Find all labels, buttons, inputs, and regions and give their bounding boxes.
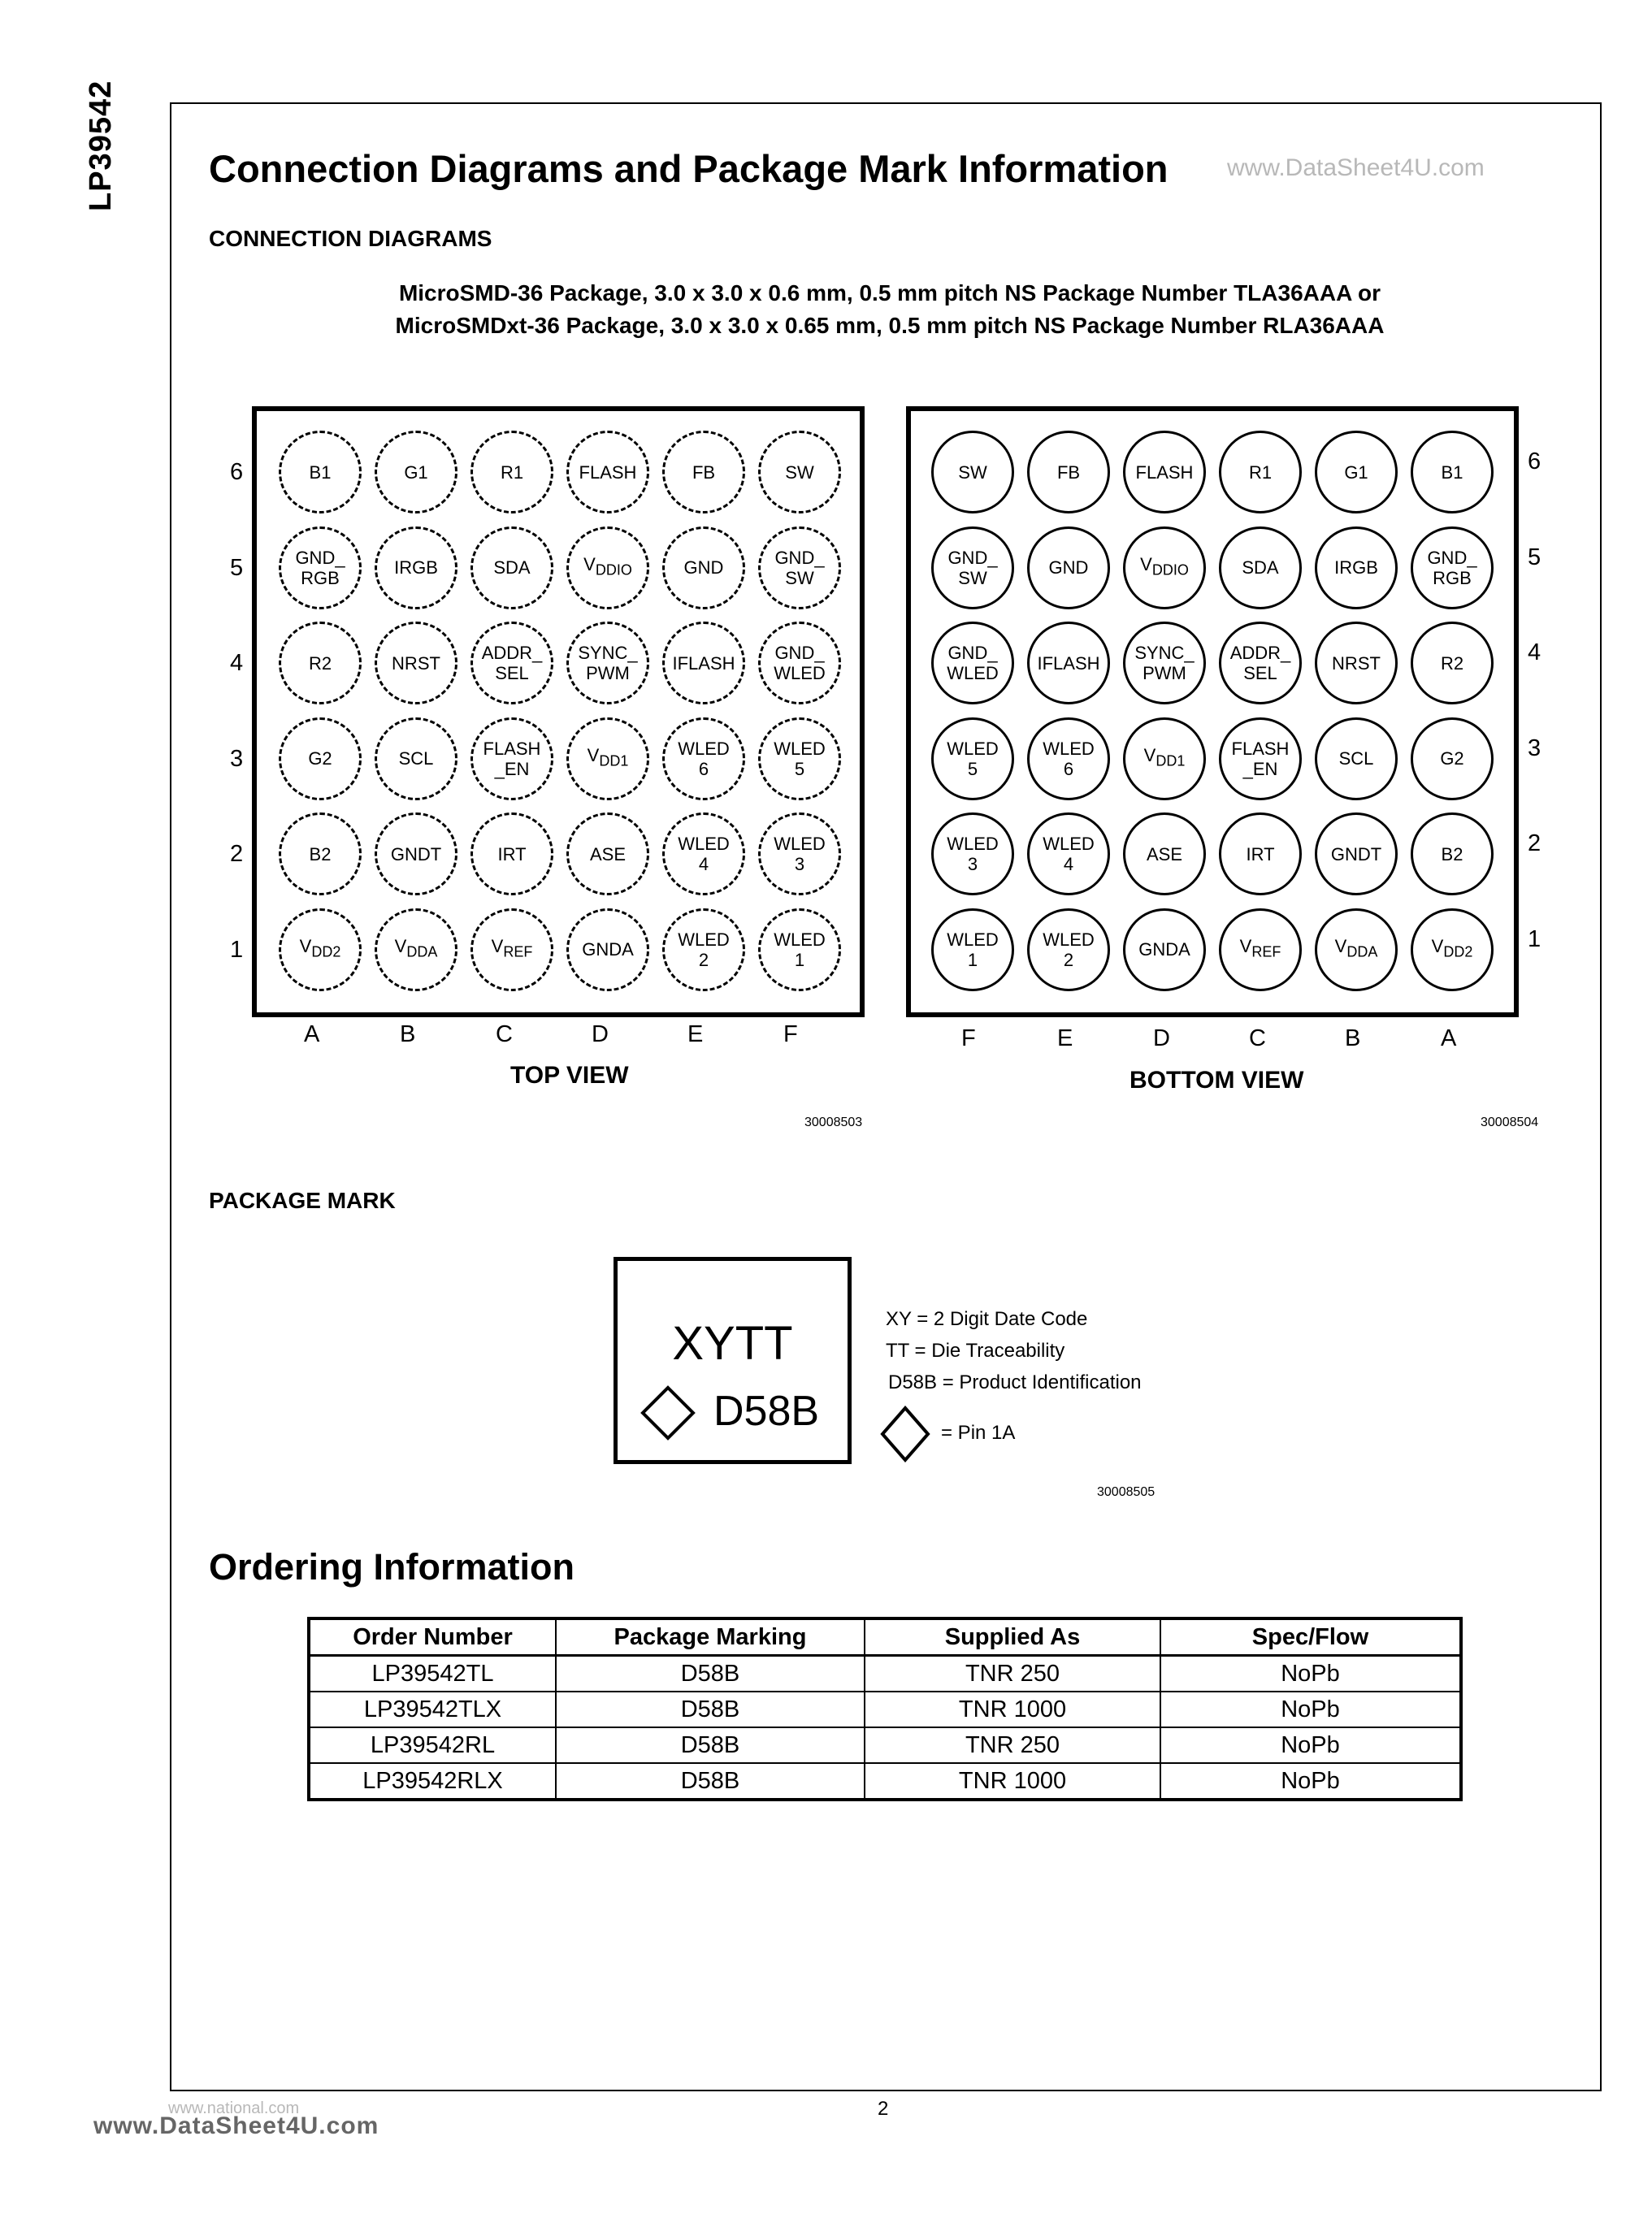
pin-label: IFLASH bbox=[672, 652, 735, 674]
pin-label: 3 bbox=[794, 854, 805, 874]
pin-label: RGB bbox=[301, 567, 340, 588]
pin-label: WLED bbox=[774, 834, 826, 854]
top_view-pin bbox=[470, 812, 553, 895]
top_view-pin bbox=[758, 908, 841, 991]
top_view-pin bbox=[662, 908, 745, 991]
top_view-pin bbox=[662, 812, 745, 895]
cell-package-marking: D58B bbox=[556, 1763, 865, 1800]
bottom_view-column-label: A bbox=[1441, 1025, 1457, 1051]
bottom_view-pin bbox=[931, 812, 1014, 895]
top_view-pin bbox=[566, 431, 649, 513]
pin-label: FLASH bbox=[1135, 461, 1194, 483]
top_view-column-label: A bbox=[304, 1021, 320, 1047]
pin-label: SCL bbox=[398, 748, 434, 769]
table-header-row bbox=[309, 1618, 1461, 1656]
pin-label: 1 bbox=[794, 949, 805, 970]
pin-label: WLED bbox=[678, 929, 730, 950]
pin-label: FLASH bbox=[483, 738, 541, 759]
bottom_view-column-label: F bbox=[961, 1025, 976, 1051]
table-row bbox=[309, 1656, 1461, 1692]
footer-watermark: www.DataSheet4U.com bbox=[93, 2112, 379, 2139]
bottom_view-pin bbox=[1219, 622, 1302, 704]
bottom_view-column-label: E bbox=[1057, 1025, 1073, 1051]
bottom_view-row-label: 4 bbox=[1528, 639, 1541, 665]
footer-site: www.national.com bbox=[168, 2099, 300, 2117]
top_view-pin bbox=[758, 812, 841, 895]
top_view-pin bbox=[662, 717, 745, 800]
pin-label: WLED bbox=[774, 929, 826, 950]
pin-label: GND bbox=[1048, 557, 1089, 578]
bottom_view-pin bbox=[1411, 622, 1494, 704]
col-spec-flow: Spec/Flow bbox=[1160, 1618, 1461, 1656]
top_view-column-label: C bbox=[496, 1021, 513, 1047]
cell-supplied-as: TNR 250 bbox=[865, 1727, 1160, 1763]
pin-label: IRGB bbox=[1334, 557, 1378, 578]
pin-label: FLASH bbox=[1231, 738, 1290, 759]
pin-label: WLED bbox=[774, 663, 826, 683]
cell-order-number: LP39542RLX bbox=[309, 1763, 556, 1800]
pin-label: WLED bbox=[947, 929, 999, 950]
bottom_view-pin bbox=[1219, 908, 1302, 991]
bottom_view-pin bbox=[1027, 526, 1110, 609]
pin-label: GND_ bbox=[947, 643, 998, 663]
bottom_view-pin bbox=[1123, 431, 1206, 513]
pin-label: ADDR_ bbox=[481, 643, 543, 663]
cell-supplied-as: TNR 1000 bbox=[865, 1692, 1160, 1727]
pin-label: $V_{REF}$ bbox=[491, 936, 533, 960]
part-number-side-label: LP39542 bbox=[84, 80, 118, 211]
cell-package-marking: D58B bbox=[556, 1656, 865, 1692]
pin-label: WLED bbox=[678, 738, 730, 759]
pin-label: ASE bbox=[1146, 843, 1183, 864]
pin-label: IRGB bbox=[394, 557, 438, 578]
top_view-row-label: 4 bbox=[230, 650, 244, 676]
top-view-figure-number: 30008503 bbox=[804, 1116, 863, 1129]
bottom_view-pin bbox=[1123, 908, 1206, 991]
table-row bbox=[309, 1727, 1461, 1763]
bottom_view-pin bbox=[1315, 908, 1398, 991]
cell-package-marking: D58B bbox=[556, 1727, 865, 1763]
pin-label: WLED bbox=[1043, 834, 1095, 854]
bottom_view-pin bbox=[1027, 622, 1110, 704]
pin-label: ASE bbox=[589, 843, 627, 864]
cell-supplied-as: TNR 1000 bbox=[865, 1763, 1160, 1800]
bottom_view-row-label: 5 bbox=[1528, 544, 1541, 570]
pin-label: B2 bbox=[309, 843, 332, 864]
bottom_view-pin bbox=[1027, 431, 1110, 513]
top_view-column-label: E bbox=[687, 1021, 704, 1047]
section-title: Connection Diagrams and Package Mark Information bbox=[209, 147, 1169, 190]
cell-spec-flow: NoPb bbox=[1160, 1656, 1461, 1692]
bottom_view-pin bbox=[931, 717, 1014, 800]
pin-label: 4 bbox=[1063, 854, 1074, 874]
pin-label: FLASH bbox=[579, 461, 637, 483]
top_view-pin bbox=[470, 431, 553, 513]
col-order-number: Order Number bbox=[309, 1618, 556, 1656]
pin-label: GNDT bbox=[390, 843, 442, 864]
cell-package-marking: D58B bbox=[556, 1692, 865, 1727]
bottom_view-pin bbox=[931, 622, 1014, 704]
bottom_view-pin bbox=[931, 526, 1014, 609]
bottom_view-pin bbox=[1315, 526, 1398, 609]
pin-label: SEL bbox=[1243, 663, 1277, 683]
pin-label: B1 bbox=[309, 461, 332, 483]
bottom_view-row-label: 6 bbox=[1528, 448, 1541, 474]
top_view-pin bbox=[566, 622, 649, 704]
bottom_view-column-label: D bbox=[1153, 1025, 1170, 1051]
top_view-column-label: B bbox=[400, 1021, 416, 1047]
cell-spec-flow: NoPb bbox=[1160, 1727, 1461, 1763]
pin-label: R2 bbox=[308, 652, 332, 674]
package-mark-box bbox=[614, 1257, 852, 1464]
pin-label: $V_{DDIO}$ bbox=[583, 554, 632, 578]
table-row bbox=[309, 1692, 1461, 1727]
cell-order-number: LP39542TLX bbox=[309, 1692, 556, 1727]
bottom_view-pin bbox=[1411, 908, 1494, 991]
package-caption-line1: MicroSMD-36 Package, 3.0 x 3.0 x 0.6 mm, 0.5 mm pitch NS Package Number TLA36AAA or bbox=[398, 280, 1381, 305]
pin-label: GND_ bbox=[947, 547, 998, 568]
mark-figure-number: 30008505 bbox=[1097, 1485, 1156, 1499]
bottom_view-pin bbox=[1315, 717, 1398, 800]
bottom_view-pin bbox=[1411, 717, 1494, 800]
top_view-row-label: 3 bbox=[230, 745, 244, 772]
pin-label: $V_{DD2}$ bbox=[1431, 936, 1473, 960]
pin-label: $V_{DDA}$ bbox=[394, 936, 438, 960]
bottom_view-pin bbox=[931, 431, 1014, 513]
bottom_view-pin bbox=[1219, 812, 1302, 895]
watermark-top: www.DataSheet4U.com bbox=[1227, 154, 1485, 181]
bottom_view-pin bbox=[1315, 431, 1398, 513]
pin-label: G1 bbox=[1344, 461, 1368, 483]
pin-label: 3 bbox=[967, 854, 978, 874]
top_view-pin bbox=[758, 526, 841, 609]
pin-label: SW bbox=[785, 461, 814, 483]
pin-label: SEL bbox=[495, 663, 529, 683]
pin-label: GND_ bbox=[774, 547, 825, 568]
top_view-pin bbox=[375, 622, 457, 704]
pin-label: B2 bbox=[1441, 843, 1463, 864]
top_view-row-label: 6 bbox=[230, 459, 244, 485]
bottom_view-pin bbox=[1027, 812, 1110, 895]
top_view-pin bbox=[566, 908, 649, 991]
top_view-pin bbox=[566, 717, 649, 800]
bottom_view-pin bbox=[1411, 812, 1494, 895]
pin-label: G2 bbox=[308, 748, 332, 769]
package-mark-heading: PACKAGE MARK bbox=[209, 1188, 396, 1213]
bottom_view-pin bbox=[1123, 812, 1206, 895]
bottom_view-pin bbox=[1219, 717, 1302, 800]
pin-label: SW bbox=[785, 567, 814, 588]
pin-label: $V_{DD1}$ bbox=[1143, 745, 1186, 769]
top_view-pin bbox=[279, 908, 362, 991]
ordering-heading: Ordering Information bbox=[209, 1546, 575, 1588]
mark-legend-trace: TT = Die Traceability bbox=[886, 1340, 1065, 1362]
table-row bbox=[309, 1763, 1461, 1800]
pin1-diamond-icon bbox=[640, 1385, 696, 1441]
mark-legend-date: XY = 2 Digit Date Code bbox=[886, 1308, 1088, 1330]
connection-diagrams-heading: CONNECTION DIAGRAMS bbox=[209, 226, 492, 251]
mark-line1: XYTT bbox=[672, 1317, 793, 1370]
bottom_view-pin bbox=[1027, 717, 1110, 800]
bottom_view-pin bbox=[1123, 622, 1206, 704]
top_view-pin bbox=[470, 526, 553, 609]
pin-label: R1 bbox=[1248, 461, 1273, 483]
top_view-row-label: 1 bbox=[230, 936, 244, 963]
top_view-pin bbox=[375, 812, 457, 895]
pin-label: SYNC_ bbox=[578, 643, 638, 663]
cell-spec-flow: NoPb bbox=[1160, 1692, 1461, 1727]
pin-label: 6 bbox=[1063, 758, 1074, 779]
pin-label: PWM bbox=[1143, 663, 1186, 683]
top_view-pin bbox=[758, 717, 841, 800]
top_view-row-label: 5 bbox=[230, 554, 244, 581]
top_view-pin bbox=[375, 717, 457, 800]
pin-label: PWM bbox=[586, 663, 630, 683]
top_view-pin bbox=[566, 526, 649, 609]
pin-label: IFLASH bbox=[1037, 652, 1100, 674]
top_view-pin bbox=[279, 717, 362, 800]
pin-label: $V_{DD1}$ bbox=[587, 745, 629, 769]
bottom_view-pin bbox=[1123, 526, 1206, 609]
bottom_view-row-label: 2 bbox=[1528, 830, 1541, 856]
bottom-view-label: BOTTOM VIEW bbox=[1130, 1067, 1304, 1094]
pin-label: _EN bbox=[1242, 758, 1278, 779]
pin-label: G1 bbox=[404, 461, 428, 483]
pin-label: 5 bbox=[794, 758, 805, 779]
top_view-pin bbox=[279, 526, 362, 609]
pin-label: WLED bbox=[947, 834, 999, 854]
top_view-pin bbox=[375, 526, 457, 609]
bottom_view-pin bbox=[1411, 526, 1494, 609]
mark-legend-id: D58B = Product Identification bbox=[888, 1371, 1142, 1393]
mark-legend-pin1: = Pin 1A bbox=[941, 1422, 1016, 1444]
top_view-column-label: F bbox=[783, 1021, 798, 1047]
top_view-pin bbox=[375, 431, 457, 513]
top_view-pin bbox=[662, 431, 745, 513]
pin-label: $V_{DDIO}$ bbox=[1140, 554, 1189, 578]
top_view-pin bbox=[566, 812, 649, 895]
col-supplied-as: Supplied As bbox=[865, 1618, 1160, 1656]
bottom_view-pin bbox=[1027, 908, 1110, 991]
pin1-legend-diamond-icon bbox=[879, 1406, 931, 1462]
bottom_view-pin bbox=[1219, 526, 1302, 609]
bottom_view-column-label: B bbox=[1345, 1025, 1361, 1051]
bottom_view-column-label: C bbox=[1249, 1025, 1266, 1051]
pin-label: SW bbox=[958, 567, 987, 588]
top_view-pin bbox=[470, 622, 553, 704]
bottom_view-pin bbox=[1315, 812, 1398, 895]
pin-label: GNDT bbox=[1330, 843, 1382, 864]
pin-label: FB bbox=[1056, 461, 1081, 483]
pin-label: R1 bbox=[500, 461, 524, 483]
cell-order-number: LP39542TL bbox=[309, 1656, 556, 1692]
mark-line2: D58B bbox=[713, 1388, 820, 1435]
cell-order-number: LP39542RL bbox=[309, 1727, 556, 1763]
bottom_view-pin bbox=[1315, 622, 1398, 704]
pin-label: 1 bbox=[967, 949, 978, 970]
page-number: 2 bbox=[878, 2098, 889, 2120]
bottom_view-row-label: 1 bbox=[1528, 925, 1541, 952]
pin-label: G2 bbox=[1440, 748, 1464, 769]
pin-label: B1 bbox=[1441, 461, 1463, 483]
pin-label: R2 bbox=[1440, 652, 1464, 674]
pin-label: IRT bbox=[497, 843, 527, 864]
top-view-label: TOP VIEW bbox=[510, 1062, 629, 1089]
bottom_view-row-label: 3 bbox=[1528, 734, 1541, 761]
top_view-pin bbox=[470, 908, 553, 991]
bottom_view-pin bbox=[1123, 717, 1206, 800]
pin-label: $V_{REF}$ bbox=[1239, 936, 1281, 960]
pin-label: IRT bbox=[1246, 843, 1275, 864]
pin-label: WLED bbox=[678, 834, 730, 854]
pin-label: ADDR_ bbox=[1229, 643, 1291, 663]
pin-label: $V_{DDA}$ bbox=[1334, 936, 1378, 960]
pin-label: FB bbox=[692, 461, 716, 483]
pin-label: $V_{DD2}$ bbox=[299, 936, 341, 960]
pin-label: WLED bbox=[1043, 738, 1095, 759]
pin-label: GND_ bbox=[774, 643, 825, 663]
cell-spec-flow: NoPb bbox=[1160, 1763, 1461, 1800]
top_view-pin bbox=[662, 622, 745, 704]
col-package-marking: Package Marking bbox=[556, 1618, 865, 1656]
bottom_view-pin bbox=[931, 908, 1014, 991]
top_view-pin bbox=[758, 431, 841, 513]
package-caption-line2: MicroSMDxt-36 Package, 3.0 x 3.0 x 0.65 mm, 0.5 mm pitch NS Package Number RLA36AAA bbox=[395, 313, 1385, 338]
pin-label: SDA bbox=[493, 557, 531, 578]
top_view-row-label: 2 bbox=[230, 841, 244, 867]
pin-label: GND bbox=[683, 557, 724, 578]
pin-label: WLED bbox=[1043, 929, 1095, 950]
pin-label: SDA bbox=[1242, 557, 1279, 578]
cell-supplied-as: TNR 250 bbox=[865, 1656, 1160, 1692]
pin-label: RGB bbox=[1433, 567, 1472, 588]
top_view-pin bbox=[758, 622, 841, 704]
top_view-pin bbox=[279, 431, 362, 513]
pin-label: SW bbox=[958, 461, 987, 483]
pin-label: SYNC_ bbox=[1134, 643, 1195, 663]
bottom_view-pin bbox=[1219, 431, 1302, 513]
pin-label: _EN bbox=[494, 758, 530, 779]
pin-label: 2 bbox=[698, 949, 709, 970]
pin-label: NRST bbox=[1332, 652, 1381, 674]
pin-label: SCL bbox=[1338, 748, 1374, 769]
pin-label: 6 bbox=[698, 758, 709, 779]
top_view-pin bbox=[662, 526, 745, 609]
pin-label: GND_ bbox=[1427, 547, 1477, 568]
pin-label: 4 bbox=[698, 854, 709, 874]
pin-label: GNDA bbox=[1138, 939, 1190, 960]
pin-label: WLED bbox=[947, 738, 999, 759]
pin-label: GNDA bbox=[582, 939, 634, 960]
top_view-pin bbox=[279, 812, 362, 895]
top_view-pin bbox=[375, 908, 457, 991]
top_view-pin bbox=[279, 622, 362, 704]
pin-label: WLED bbox=[774, 738, 826, 759]
ordering-table bbox=[307, 1617, 1463, 1801]
pin-label: GND_ bbox=[295, 547, 345, 568]
pin-label: 5 bbox=[967, 758, 978, 779]
pin-label: 2 bbox=[1063, 949, 1074, 970]
bottom-view-figure-number: 30008504 bbox=[1481, 1116, 1539, 1129]
pin-label: NRST bbox=[392, 652, 440, 674]
top_view-column-label: D bbox=[592, 1021, 609, 1047]
bottom_view-pin bbox=[1411, 431, 1494, 513]
top_view-pin bbox=[470, 717, 553, 800]
pin-label: WLED bbox=[947, 663, 999, 683]
